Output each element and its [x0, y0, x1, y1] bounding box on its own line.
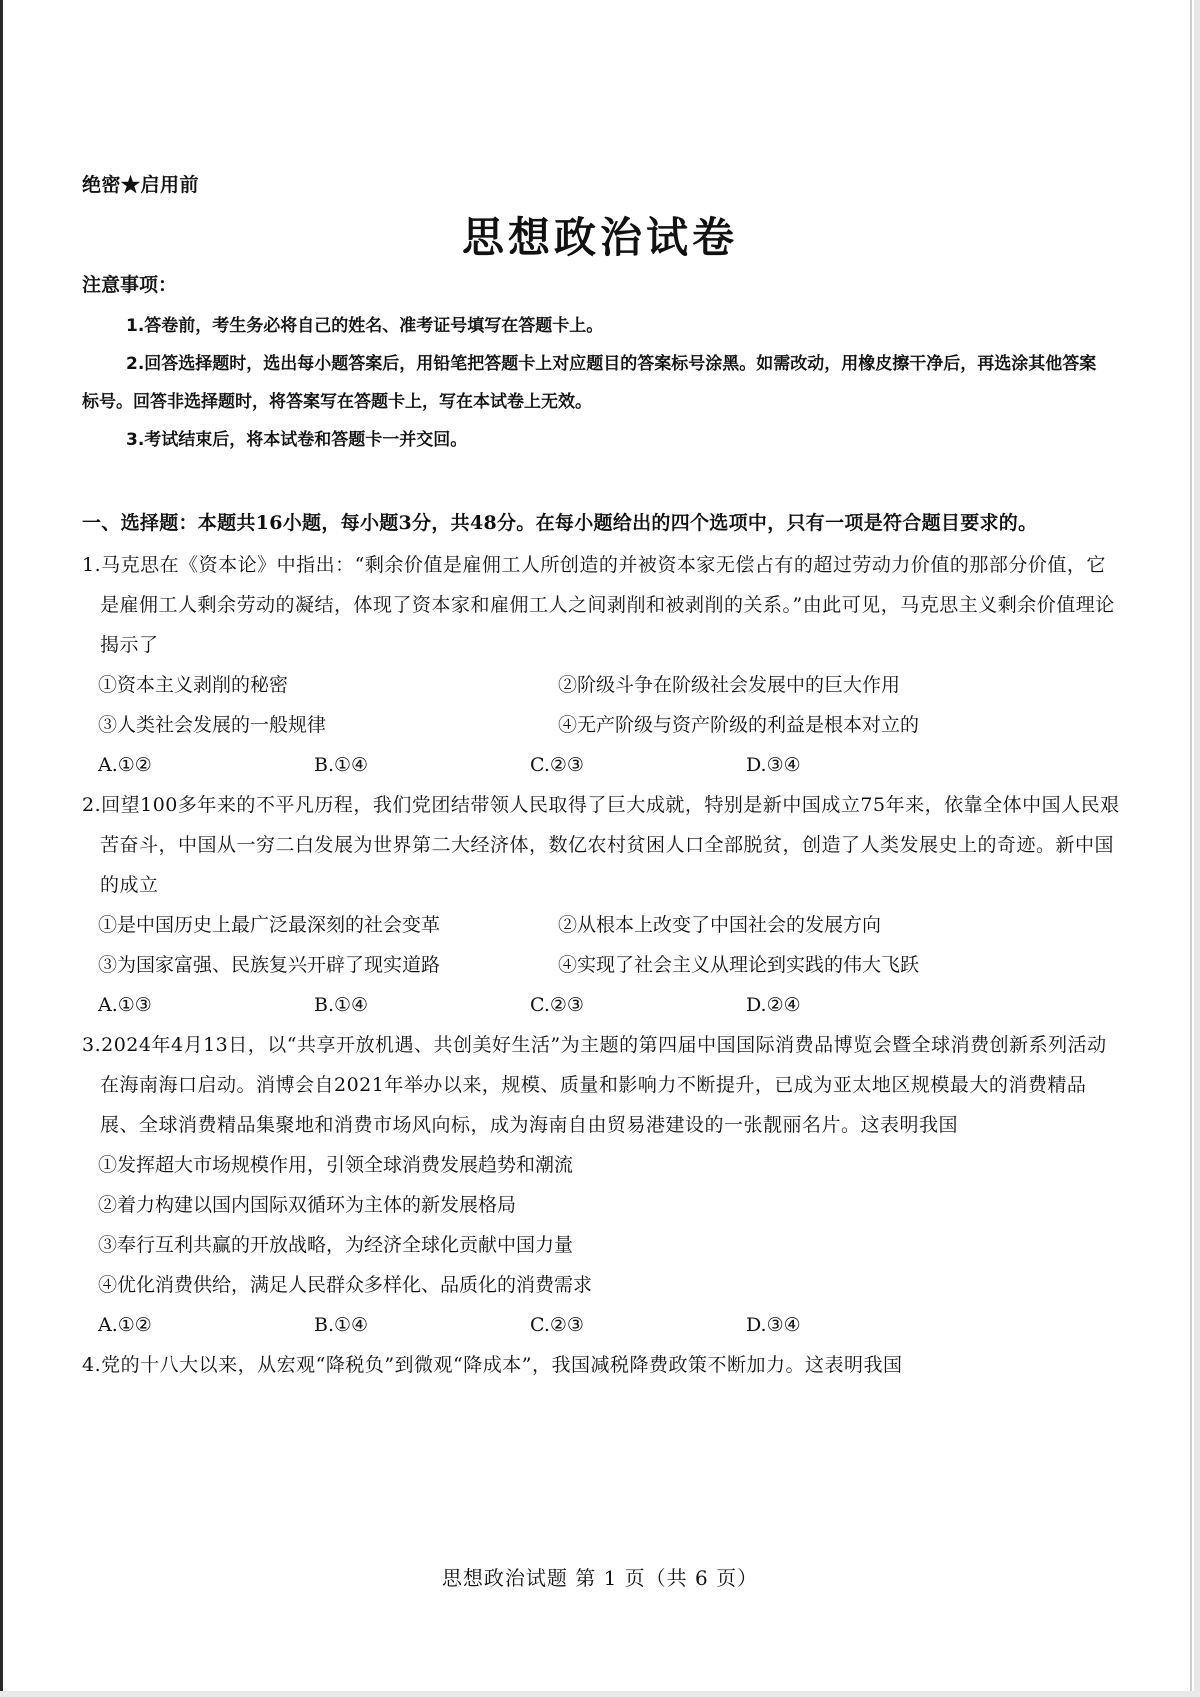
question-stem: 4.党的十八大以来，从宏观“降税负”到微观“降成本”，我国减税降费政策不断加力。这表明我国 [82, 1354, 903, 1376]
option-item: ④实现了社会主义从理论到实践的伟大飞跃 [558, 954, 920, 976]
option-item: ②着力构建以国内国际双循环为主体的新发展格局 [98, 1194, 517, 1216]
option-item: ③人类社会发展的一般规律 [98, 714, 327, 736]
answer-choice-a: A.①③ [98, 994, 152, 1016]
option-grid [82, 905, 1122, 985]
confidential-label: 绝密★启用前 [82, 174, 200, 196]
answer-choices [82, 985, 1122, 1025]
notice-heading: 注意事项： [82, 274, 178, 296]
question-stem: 1.马克思在《资本论》中指出：“剩余价值是雇佣工人所创造的并被资本家无偿占有的超过劳动力价值的那部分价值，它是雇佣工人剩余劳动的凝结，体现了资本家和雇佣工人之间剥削和被剥削的关系。”由此可见，马克思主义剩余价值理论揭示了 [82, 554, 1115, 656]
question-2 [82, 785, 1122, 1025]
answer-choice-a: A.①② [98, 754, 152, 776]
option-item: ①发挥超大市场规模作用，引领全球消费发展趋势和潮流 [98, 1154, 574, 1176]
question-4 [82, 1345, 1122, 1385]
answer-choice-d: D.③④ [746, 1314, 801, 1336]
notice-block [82, 270, 1112, 459]
answer-choices [82, 1305, 1122, 1345]
option-grid [82, 665, 1122, 745]
option-item: ③奉行互利共赢的开放战略，为经济全球化贡献中国力量 [98, 1234, 574, 1256]
scan-edge-bottom [0, 1691, 1200, 1697]
answer-choice-c: C.②③ [530, 994, 584, 1016]
option-item: ③为国家富强、民族复兴开辟了现实道路 [98, 954, 441, 976]
answer-choice-d: D.②④ [746, 994, 801, 1016]
option-item: ②阶级斗争在阶级社会发展中的巨大作用 [558, 674, 901, 696]
answer-choice-c: C.②③ [530, 754, 584, 776]
notice-item-2: 2.回答选择题时，选出每小题答案后，用铅笔把答题卡上对应题目的答案标号涂黑。如需改动，用橡皮擦干净后，再选涂其他答案标号。回答非选择题时，将答案写在答题卡上，写在本试卷上无效。 [82, 354, 1097, 412]
page-title: 思想政治试卷 [461, 213, 738, 262]
answer-choice-b: B.①④ [314, 754, 369, 776]
answer-choice-c: C.②③ [530, 1314, 584, 1336]
section-heading: 一、选择题：本题共16小题，每小题3分，共48分。在每小题给出的四个选项中，只有一项是符合题目要求的。 [82, 512, 1038, 534]
question-3 [82, 1025, 1122, 1345]
option-item: ①资本主义剥削的秘密 [98, 674, 289, 696]
multiple-choice-section [82, 505, 1122, 1385]
answer-choice-d: D.③④ [746, 754, 801, 776]
answer-choice-a: A.①② [98, 1314, 152, 1336]
notice-item-3: 3.考试结束后，将本试卷和答题卡一并交回。 [126, 430, 468, 450]
option-item: ④优化消费供给，满足人民群众多样化、品质化的消费需求 [98, 1274, 593, 1296]
option-item: ②从根本上改变了中国社会的发展方向 [558, 914, 882, 936]
answer-choice-b: B.①④ [314, 994, 369, 1016]
page-footer: 思想政治试题 第 1 页（共 6 页） [441, 1566, 759, 1590]
option-item: ④无产阶级与资产阶级的利益是根本对立的 [558, 714, 920, 736]
answer-choice-b: B.①④ [314, 1314, 369, 1336]
question-stem: 2.回望100多年来的不平凡历程，我们党团结带领人民取得了巨大成就，特别是新中国成立75年来，依靠全体中国人民艰苦奋斗，中国从一穷二白发展为世界第二大经济体，数亿农村贫困人口全部脱贫，创造了人类发展史上的奇迹。新中国的成立 [82, 794, 1120, 896]
option-item: ①是中国历史上最广泛最深刻的社会变革 [98, 914, 441, 936]
question-stem: 3.2024年4月13日，以“共享开放机遇、共创美好生活”为主题的第四届中国国际消费品博览会暨全球消费创新系列活动在海南海口启动。消博会自2021年举办以来，规模、质量和影响力不断提升，已成为亚太地区规模最大的消费精品展、全球消费精品集聚地和消费市场风向标，成为海南自由贸易港建设的一张靓丽名片。这表明我国 [82, 1034, 1107, 1136]
answer-choices [82, 745, 1122, 785]
notice-item-1: 1.答卷前，考生务必将自己的姓名、准考证号填写在答题卡上。 [126, 316, 604, 336]
question-1 [82, 545, 1122, 785]
